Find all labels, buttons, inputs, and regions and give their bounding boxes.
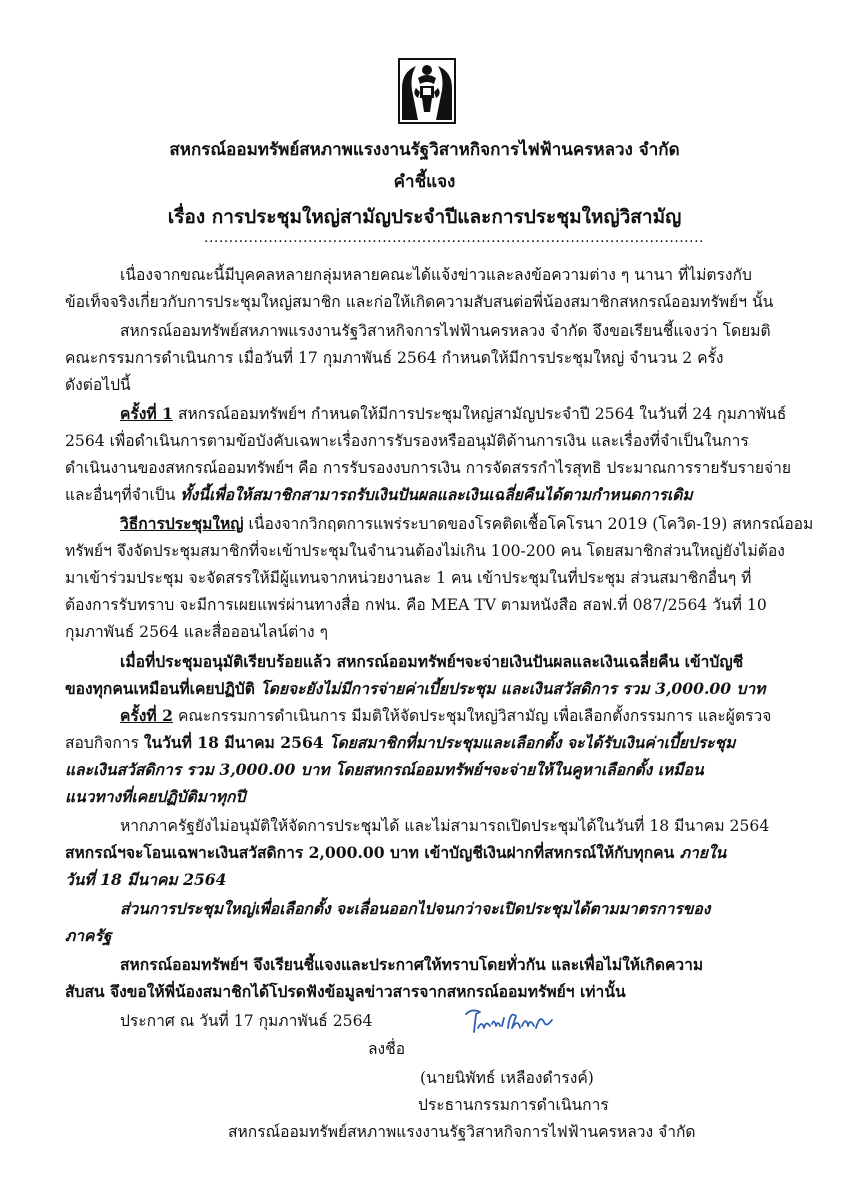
paragraph-line: 2564 เพื่อดำเนินการตามข้อบังคับเฉพาะเรื่องการรับรองหรืออนุมัติด้านการเงิน และเรื่องที่จำเป็นในการ	[65, 432, 749, 450]
meeting-2-label: ครั้งที่ 2	[120, 706, 173, 725]
paragraph-line: และเงินสวัสดิการ รวม 3,000.00 บาท โดยสหกรณ์ออมทรัพย์ฯจะจ่ายให้ในคูหาเลือกตั้ง เหมือน	[65, 760, 704, 779]
paragraph-text: ของทุกคนเหมือนที่เคยปฏิบัติ	[65, 679, 261, 698]
paragraph-line: ส่วนการประชุมใหญ่เพื่อเลือกตั้ง จะเลื่อนออกไปจนกว่าจะเปิดประชุมได้ตามมาตรการของ	[120, 899, 711, 918]
emphasis-text: ภายใน	[679, 843, 727, 862]
emphasis-text: โดยสมาชิกที่มาประชุมและเลือกตั้ง จะได้รับเงินค่าเบี้ยประชุม	[329, 733, 736, 752]
paragraph-text: เนื่องจากวิกฤตการแพร่ระบาดของโรคติดเชื้อโคโรนา 2019 (โควิด-19) สหกรณ์ออม	[243, 515, 814, 533]
paragraph-line: กุมภาพันธ์ 2564 และสื่อออนไลน์ต่าง ๆ	[65, 623, 328, 641]
cooperative-emblem-logo	[398, 58, 456, 124]
paragraph-line: ดำเนินงานของสหกรณ์ออมทรัพย์ฯ คือ การรับรองงบการเงิน การจัดสรรกำไรสุทธิ ประมาณการรายรับรายจ่าย	[65, 459, 792, 477]
subject-title: เรื่อง การประชุมใหญ่สามัญประจำปีและการประชุมใหญ่วิสามัญ	[167, 206, 682, 228]
announcement-date: ประกาศ ณ วันที่ 17 กุมภาพันธ์ 2564	[120, 1012, 373, 1030]
paragraph-line: ทรัพย์ฯ จึงจัดประชุมสมาชิกที่จะเข้าประชุมในจำนวนต้องไม่เกิน 100-200 คน โดยสมาชิกส่วนใหญ่ยังไม่ต้อง	[65, 542, 785, 560]
document-type-title: คำชี้แจง	[393, 172, 456, 192]
paragraph-line	[65, 844, 726, 863]
paragraph-line: ข้อเท็จจริงเกี่ยวกับการประชุมใหญ่สมาชิก และก่อให้เกิดความสับสนต่อพี่น้องสมาชิกสหกรณ์ออมทรัพย์ฯ นั้น	[65, 293, 774, 311]
paragraph-line: คณะกรรมการดำเนินการ เมื่อวันที่ 17 กุมภาพันธ์ 2564 กำหนดให้มีการประชุมใหญ่ จำนวน 2 ครั้ง	[65, 349, 724, 367]
paragraph-line: เนื่องจากขณะนี้มีบุคคลหลายกลุ่มหลายคณะได้แจ้งข่าวและลงข้อความต่าง ๆ นานา ที่ไม่ตรงกับ	[120, 266, 752, 284]
paragraph-line	[120, 707, 771, 726]
meeting-1-label: ครั้งที่ 1	[120, 404, 173, 423]
paragraph-line: ภาครัฐ	[65, 926, 112, 945]
paragraph-line	[65, 486, 693, 505]
dotted-divider: .....................................................................................................	[204, 230, 704, 246]
paragraph-text: และอื่นๆที่จำเป็น	[65, 486, 181, 504]
paragraph-line: หากภาครัฐยังไม่อนุมัติให้จัดการประชุมได้ และไม่สามารถเปิดประชุมได้ในวันที่ 18 มีนาคม 2564	[120, 817, 770, 835]
paragraph-text: สอบกิจการ	[65, 734, 144, 752]
paragraph-line: มาเข้าร่วมประชุม จะจัดสรรให้มีผู้แทนจากหน่วยงานละ 1 คน เข้าประชุมในที่ประชุม ส่วนสมาชิกอื่นๆ ที่	[65, 569, 752, 587]
meeting-method-label: วิธีการประชุมใหญ่	[120, 514, 244, 533]
signer-organization: สหกรณ์ออมทรัพย์สหภาพแรงงานรัฐวิสาหกิจการไฟฟ้านครหลวง จำกัด	[228, 1123, 696, 1141]
paragraph-line: แนวทางที่เคยปฏิบัติมาทุกปี	[65, 787, 246, 806]
sign-label: ลงชื่อ	[368, 1040, 406, 1058]
paragraph-line: เมื่อที่ประชุมอนุมัติเรียบร้อยแล้ว สหกรณ์ออมทรัพย์ฯจะจ่ายเงินปันผลและเงินเฉลี่ยคืน เข้าบัญชี	[120, 652, 744, 671]
paragraph-line: ต้องการรับทราบ จะมีการเผยแพร่ผ่านทางสื่อ กฟน. คือ MEA TV ตามหนังสือ สอฟ.ที่ 087/2564 วันที่ 10	[65, 596, 767, 614]
handwritten-signature	[462, 1006, 556, 1038]
paragraph-line: สับสน จึงขอให้พี่น้องสมาชิกได้โปรดฟังข้อมูลข่าวสารจากสหกรณ์ออมทรัพย์ฯ เท่านั้น	[65, 982, 626, 1001]
organization-title: สหกรณ์ออมทรัพย์สหภาพแรงงานรัฐวิสาหกิจการไฟฟ้านครหลวง จำกัด	[169, 140, 680, 160]
paragraph-line: ดังต่อไปนี้	[65, 376, 131, 394]
paragraph-text: สหกรณ์ออมทรัพย์ฯ กำหนดให้มีการประชุมใหญ่สามัญประจำปี 2564 ในวันที่ 24 กุมภาพันธ์	[172, 405, 787, 423]
paragraph-text: สหกรณ์ฯจะโอนเฉพาะเงินสวัสดิการ 2,000.00 บาท เข้าบัญชีเงินฝากที่สหกรณ์ให้กับทุกคน	[65, 843, 680, 862]
emphasis-text: โดยจะยังไม่มีการจ่ายค่าเบี้ยประชุม และเงินสวัสดิการ รวม 3,000.00 บาท	[260, 679, 766, 698]
paragraph-line: วันที่ 18 มีนาคม 2564	[65, 870, 227, 889]
signer-title: ประธานกรรมการดำเนินการ	[418, 1096, 609, 1114]
emphasis-text: ทั้งนี้เพื่อให้สมาชิกสามารถรับเงินปันผลและเงินเฉลี่ยคืนได้ตามกำหนดการเดิม	[180, 485, 693, 504]
paragraph-line: สหกรณ์ออมทรัพย์สหภาพแรงงานรัฐวิสาหกิจการไฟฟ้านครหลวง จำกัด จึงขอเรียนชี้แจงว่า โดยมติ	[120, 322, 771, 340]
paragraph-line	[65, 680, 765, 699]
paragraph-line: สหกรณ์ออมทรัพย์ฯ จึงเรียนชี้แจงและประกาศให้ทราบโดยทั่วกัน และเพื่อไม่ให้เกิดความ	[120, 955, 704, 974]
paragraph-line	[120, 515, 813, 534]
signer-name: (นายนิพัทธ์ เหลืองดำรงค์)	[420, 1069, 594, 1087]
emphasis-text: ในวันที่ 18 มีนาคม 2564	[143, 733, 330, 752]
paragraph-line	[65, 734, 735, 753]
paragraph-text: คณะกรรมการดำเนินการ มีมติให้จัดประชุมใหญ่วิสามัญ เพื่อเลือกตั้งกรรมการ และผู้ตรวจ	[172, 707, 772, 725]
paragraph-line	[120, 405, 786, 424]
